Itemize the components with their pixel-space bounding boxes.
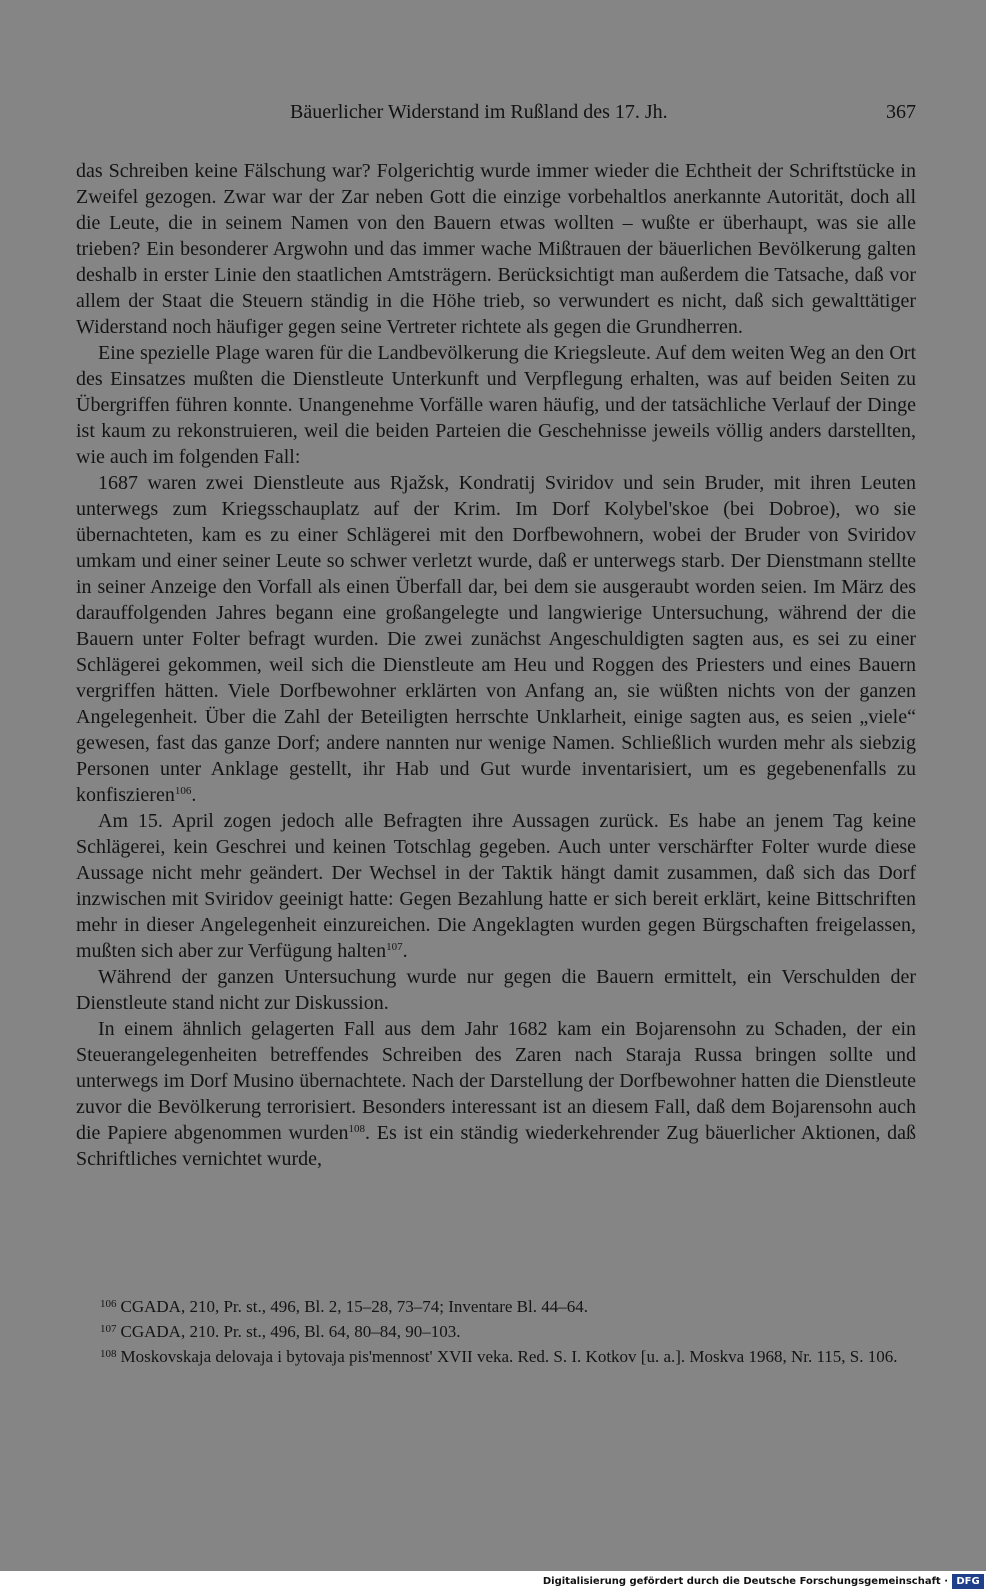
running-head-title: Bäuerlicher Widerstand im Rußland des 17. Jh. [290,101,668,123]
footnote-text: CGADA, 210, Pr. st., 496, Bl. 2, 15–28, 73–74; Inventare Bl. 44–64. [120,1297,588,1316]
footnotes [76,1293,916,1368]
paragraph-text: . Es ist ein ständig wiederkehrender Zug bäuerlicher Aktionen, daß Schriftliches vernichtet wurde, [76,1122,916,1170]
paragraph [76,964,916,1016]
paragraph-text: 1687 waren zwei Dienstleute aus Rjažsk, Kondratij Sviridov und sein Bruder, mit ihren Leuten unterwegs zum Kriegsschauplatz auf der Krim. Im Dorf Kolybel'skoe (bei Dobroe), wo sie übernachteten, kam es zu einer Schlägerei mit den Dorfbewohnern, wobei der Bruder von Sviridov umkam und einer seiner Leute so schwer verletzt wurde, daß er unterwegs starb. Der Dienstmann stellte in seiner Anzeige den Vorfall als einen Überfall dar, bei dem sie ausgeraubt worden seien. Im März des darauffolgenden Jahres begann eine großangelegte und langwierige Untersuchung, während der die Bauern unter Folter befragt wurden. Die zwei zunächst Angeschuldigten sagten aus, es sei zu einer Schlägerei gekommen, weil sich die Dienstleute am Heu und Roggen des Priesters und eines Bauern vergriffen hätten. Viele Dorfbewohner erklärten von Anfang an, sie wüßten nichts von der ganzen Angelegenheit. Über die Zahl der Beteiligten herrschte Unklarheit, einige sagten aus, es seien „viele“ gewesen, fast das ganze Dorf; andere nannten nur wenige Namen. Schließlich wurden mehr als siebzig Personen unter Anklage gestellt, ihr Hab und Gut wurde inventarisiert, um es gegebenenfalls zu konfiszieren [76,472,916,806]
footnote-text: CGADA, 210. Pr. st., 496, Bl. 64, 80–84, 90–103. [120,1322,461,1341]
paragraph-text: . [191,784,197,806]
paragraph-text: . [402,940,408,962]
footnote-ref: 108 [348,1123,366,1135]
page-number: 367 [886,101,916,123]
footnote-number: 108 [100,1348,117,1360]
digitization-credit: Digitalisierung gefördert durch die Deutsche Forschungsgemeinschaft · [542,1576,948,1587]
paragraph [76,158,916,340]
paragraph-text: Während der ganzen Untersuchung wurde nur gegen die Bauern ermittelt, ein Verschulden der Dienstleute stand nicht zur Diskussion. [76,966,916,1014]
footnote [76,1318,916,1343]
footnote-text: Moskovskaja delovaja i bytovaja pis'mennost' XVII veka. Red. S. I. Kotkov [u. a.]. Moskva 1968, Nr. 115, S. 106. [120,1347,898,1366]
footnote-ref: 107 [386,941,403,953]
paragraph-text: In einem ähnlich gelagerten Fall aus dem Jahr 1682 kam ein Bojarensohn zu Schaden, der ein Steuerangelegenheiten betreffendes Schreiben des Zaren nach Staraja Russa bringen sollte und unterwegs im Dorf Musino übernachtete. Nach der Darstellung der Dorfbewohner hatten die Dienstleute zuvor die Bevölkerung terrorisiert. Besonders interessant ist an diesem Fall, daß dem Bojarensohn auch die Papiere abgenommen wurden [76,1018,916,1144]
footnote [76,1343,916,1368]
footnote [76,1293,916,1318]
footnote-number: 107 [100,1323,117,1335]
footnote-number: 106 [100,1298,117,1310]
paragraph-text: das Schreiben keine Fälschung war? Folgerichtig wurde immer wieder die Echtheit der Schriftstücke in Zweifel gezogen. Zwar war der Zar neben Gott die einzige vorbehaltlos anerkannte Autorität, doch all die Leute, die in seinem Namen von den Bauern etwas wollten – wußte er überhaupt, was sie alle trieben? Ein besonderer Argwohn und das immer wache Mißtrauen der bäuerlichen Bevölkerung galten deshalb in erster Linie den staatlichen Amtsträgern. Berücksichtigt man außerdem die Tatsache, daß vor allem der Staat die Steuern ständig in die Höhe trieb, so verwundert es nicht, daß sich gewalttätiger Widerstand noch häufiger gegen seine Vertreter richtete als gegen die Grundherren. [76,160,916,338]
paragraph [76,470,916,808]
running-head [76,101,916,131]
paragraph [76,340,916,470]
body-text [76,158,916,1172]
paragraph [76,808,916,964]
dfg-logo: DFG [952,1574,984,1589]
footnote-ref: 106 [174,785,192,797]
paragraph-text: Am 15. April zogen jedoch alle Befragten ihre Aussagen zurück. Es habe an jenem Tag keine Schlägerei, kein Geschrei und keinen Totschlag gegeben. Auch unter verschärfter Folter wurde diese Aussage nicht mehr geändert. Der Wechsel in der Taktik hängt damit zusammen, daß sich das Dorf inzwischen mit Sviridov geeinigt hatte: Gegen Bezahlung hatte er sich bereit erklärt, keine Bittschriften mehr in dieser Angelegenheit einzureichen. Die Angeklagten wurden gegen Bürgschaften freigelassen, mußten sich aber zur Verfügung halten [76,810,916,962]
paragraph-text: Eine spezielle Plage waren für die Landbevölkerung die Kriegsleute. Auf dem weiten Weg an den Ort des Einsatzes mußten die Dienstleute Unterkunft und Verpflegung erhalten, was auf beiden Seiten zu Übergriffen führen konnte. Unangenehme Vorfälle waren häufig, und der tatsächliche Verlauf der Dinge ist kaum zu rekonstruieren, weil die beiden Parteien die Geschehnisse jeweils völlig anders darstellten, wie auch im folgenden Fall: [76,342,916,468]
paragraph [76,1016,916,1172]
